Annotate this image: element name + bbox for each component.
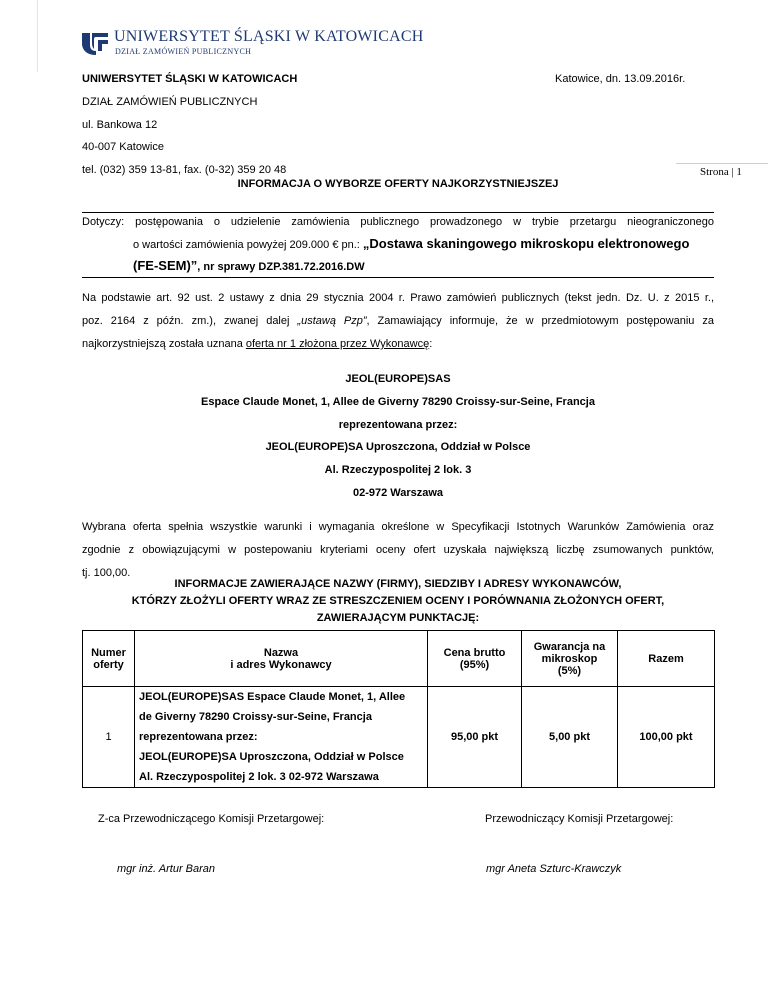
document-title: INFORMACJA O WYBORZE OFERTY NAJKORZYSTNIEJSZEJ [237,178,559,190]
table-row [83,687,715,788]
table-header-row [83,631,715,687]
header-warranty: Gwarancja na mikroskop (5%) [522,631,618,687]
header-price: Cena brutto (95%) [428,631,522,687]
row-total: 100,00 pkt [618,687,715,788]
winner-address: Espace Claude Monet, 1, Allee de Giverny 78290 Croissy-sur-Seine, Francja [201,396,595,408]
subject-line3-bold: (FE-SEM)” [133,258,198,273]
header-number: Numer oferty [83,631,135,687]
subject-line3-rest: , nr sprawy DZP.381.72.2016.DW [197,261,365,273]
subject-line2-prefix: o wartości zamówienia powyżej 209.000 € pn.: [133,239,363,251]
row-contractor: JEOL(EUROPE)SAS Espace Claude Monet, 1, Allee de Giverny 78290 Croissy-sur-Seine, Francja reprezentowana przez: JEOL(EUROPE)SA Uproszczona, Oddział w Polsce Al. Rzeczypospolitej 2 lok. 3 02-972 Warszawa [135,687,428,788]
body1-line3-a: najkorzystniejszą została uznana [82,338,246,350]
margin-line [37,0,38,72]
signature-right-name: mgr Aneta Szturc-Krawczyk [486,863,622,875]
body2-line1: Wybrana oferta spełnia wszystkie warunki i wymagania określone w Specyfikacji Istotnych Warunków Zamówienia oraz [82,521,714,533]
sender-city: 40-007 Katowice [82,141,164,153]
logo-title: UNIWERSYTET ŚLĄSKI W KATOWICACH [114,28,424,45]
subject-line3 [133,258,365,273]
winner-city: 02-972 Warszawa [352,487,444,499]
section-heading-line1: INFORMACJE ZAWIERAJĄCE NAZWY (FIRMY), SIEDZIBY I ADRESY WYKONAWCÓW, [174,578,622,590]
results-table [82,630,715,788]
logo-subtitle: DZIAŁ ZAMÓWIEŃ PUBLICZNYCH [115,47,252,56]
university-logo-icon [80,29,110,55]
section-heading-line2: KTÓRZY ZŁOŻYLI OFERTY WRAZ ZE STRESZCZENIEM OCENY I PORÓWNANIA ZŁOŻONYCH OFERT, [131,595,665,607]
sender-dept: DZIAŁ ZAMÓWIEŃ PUBLICZNYCH [82,96,258,108]
row-number: 1 [83,687,135,788]
body1-line2-b: , Zamawiający informuje, że w przedmiotowym postępowaniu za [366,315,714,327]
subject-line2 [133,236,689,251]
body1-line2-italic: „ustawą Pzp” [297,315,367,327]
page-number-rule [676,163,768,164]
signature-right-title: Przewodniczący Komisji Przetargowej: [485,813,674,825]
sender-street: ul. Bankowa 12 [82,119,158,131]
page-number: Strona | 1 [700,166,742,178]
signature-left-title: Z-ca Przewodniczącego Komisji Przetargowej: [98,813,325,825]
signature-left-name: mgr inż. Artur Baran [117,863,216,875]
subject-line2-bold: „Dostawa skaningowego mikroskopu elektronowego [362,236,690,251]
body1-line2 [82,315,714,327]
header-total: Razem [618,631,715,687]
place-date: Katowice, dn. 13.09.2016r. [555,73,686,85]
body1-line3-underline: oferta nr 1 złożona przez Wykonawcę [245,338,430,350]
section-heading-line3: ZAWIERAJĄCYM PUNKTACJĘ: [316,612,480,624]
body1-line3 [82,338,432,350]
sender-name: UNIWERSYTET ŚLĄSKI W KATOWICACH [82,73,298,85]
subject-line1: Dotyczy: postępowania o udzielenie zamówienia publicznego prowadzonego w trybie przetargu nieograniczonego [82,216,714,228]
winner-represented: reprezentowana przez: [338,419,458,431]
row-warranty: 5,00 pkt [522,687,618,788]
winner-street: Al. Rzeczypospolitej 2 lok. 3 [324,464,472,476]
winner-branch: JEOL(EUROPE)SA Uproszczona, Oddział w Polsce [265,441,531,453]
body1-line2-a: poz. 2164 z późn. zm.), zwanej dalej [82,315,298,327]
body2-line3: tj. 100,00. [82,567,131,579]
body2-line2: zgodnie z obowiązującymi w postepowaniu kryteriami oceny ofert uzyskała największą liczbę zsumowanych punktów, [82,544,714,556]
subject-bottom-rule [82,277,714,278]
subject-top-rule [82,212,714,213]
body1-line3-b: : [429,338,433,350]
body1-line1: Na podstawie art. 92 ust. 2 ustawy z dnia 29 stycznia 2004 r. Prawo zamówień publicznych (tekst jedn. Dz. U. z 2015 r., [82,292,714,304]
row-price: 95,00 pkt [428,687,522,788]
winner-name: JEOL(EUROPE)SAS [345,373,451,385]
header-name: Nazwa i adres Wykonawcy [135,631,428,687]
sender-phone: tel. (032) 359 13-81, fax. (0-32) 359 20 48 [82,164,287,176]
